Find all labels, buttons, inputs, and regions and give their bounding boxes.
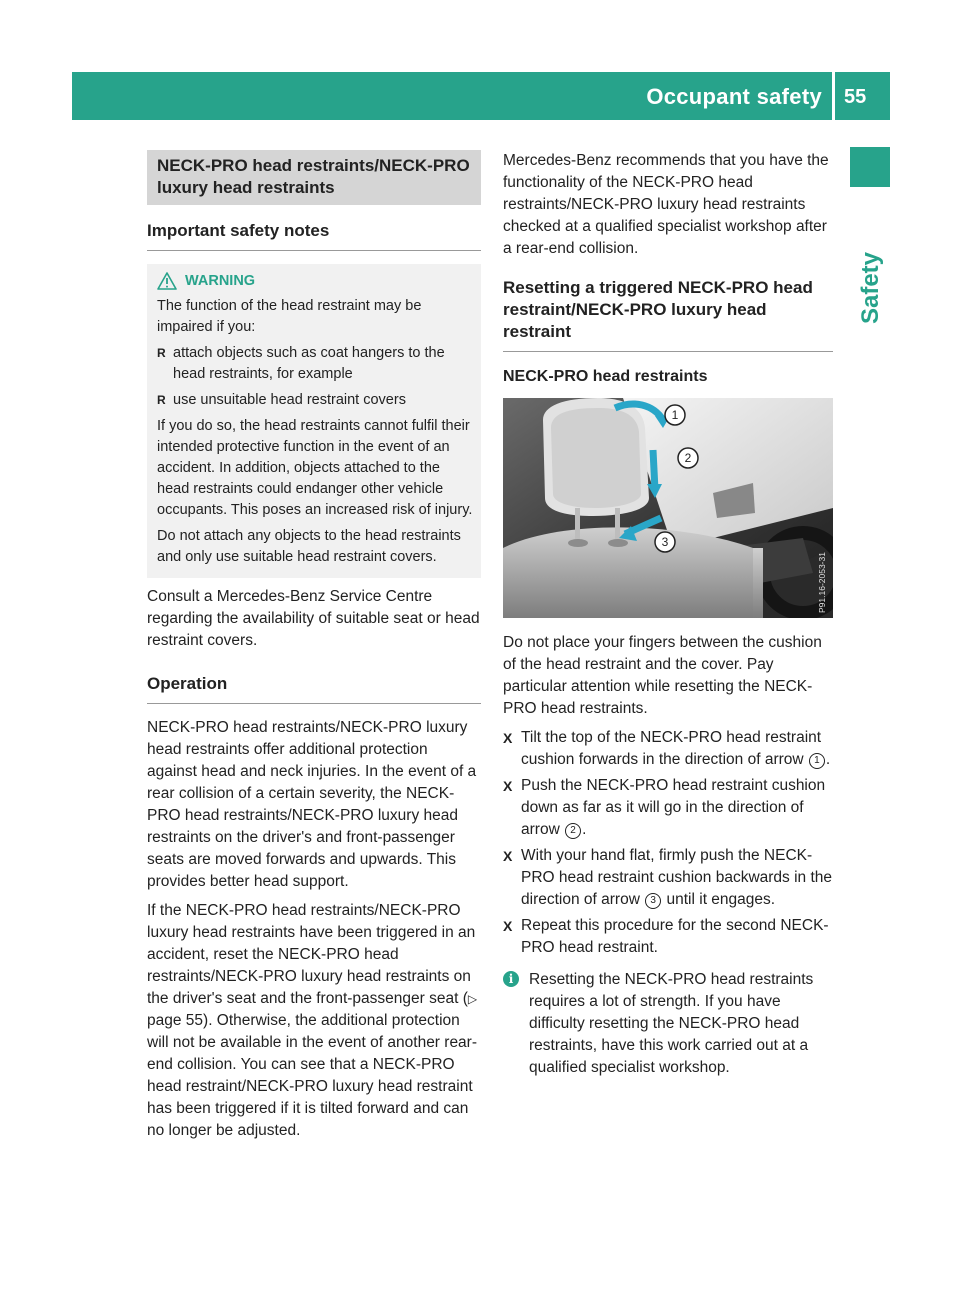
callout-1: 1 <box>671 408 679 422</box>
page-number: 55 <box>844 86 867 108</box>
list-item: X Repeat this procedure for the second NECK-PRO head restraint. <box>503 917 829 956</box>
subsection-heading: NECK-PRO head restraints <box>503 368 708 385</box>
warning-title: WARNING <box>185 273 256 289</box>
warning-header <box>157 272 473 290</box>
arrow-2-icon: 2 <box>565 823 581 839</box>
reset-steps <box>503 727 833 959</box>
list-item: X Push the NECK-PRO head restraint cushion down as far as it will go in the direction of arrow 2 . <box>503 777 826 838</box>
right-column <box>503 150 833 1086</box>
operation-paragraph: NECK-PRO head restraints/NECK-PRO luxury head restraints offer additional protection against head and neck injuries. In the event of a rear collision of a certain severity, the NECK-PRO head restraints/NECK-PRO luxury head restraints on the driver's and front-passenger seats are moved forwards and upwards. This provides better head support. <box>147 719 477 890</box>
callout-3: 3 <box>661 535 669 549</box>
arrow-1-icon: 1 <box>809 753 825 769</box>
warning-paragraph: If you do so, the head restraints cannot fulfil their intended protective function in the event of an accident. In addition, objects attached to the head restraints could endanger other vehicle occupants. This poses an increased risk of injury. <box>157 418 473 518</box>
list-item: R attach objects such as coat hangers to the head restraints, for example <box>157 343 473 385</box>
warning-bullets <box>157 343 473 411</box>
arrow-3-icon: 3 <box>645 893 661 909</box>
image-code: P91.16-2053-31 <box>817 552 827 613</box>
warning-triangle-icon <box>157 272 177 290</box>
caution-paragraph: Do not place your fingers between the cushion of the head restraint and the cover. Pay particular attention while resetting the NECK-PRO head restraints. <box>503 634 822 717</box>
intro-paragraph: Mercedes-Benz recommends that you have the functionality of the NECK-PRO head restraints/NECK-PRO luxury head restraints checked at a qualified specialist workshop after a rear-end collision. <box>503 152 829 257</box>
warning-intro: The function of the head restraint may be impaired if you: <box>157 298 422 335</box>
page-reference-icon[interactable]: ▷ <box>467 992 478 1006</box>
side-tab-marker <box>850 147 890 187</box>
list-item: X With your hand flat, firmly push the NECK-PRO head restraint cushion backwards in the direction of arrow 3 until it engages. <box>503 847 833 908</box>
head-restraint-photo <box>503 398 833 618</box>
section-heading: NECK-PRO head restraints/NECK-PRO luxury head restraints <box>147 150 481 205</box>
consult-paragraph: Consult a Mercedes-Benz Service Centre regarding the availability of suitable seat or head restraint covers. <box>147 588 480 649</box>
list-item: R use unsuitable head restraint covers <box>157 390 473 411</box>
warning-paragraph: Do not attach any objects to the head restraints and only use suitable head restraint covers. <box>157 528 461 565</box>
left-column <box>147 150 481 1149</box>
operation-heading: Operation <box>147 664 481 704</box>
page-title: Occupant safety <box>646 84 822 109</box>
info-paragraph: Resetting the NECK-PRO head restraints requires a lot of strength. If you have difficulty resetting the NECK-PRO head restraints, have this work carried out at a qualified specialist workshop. <box>529 971 814 1076</box>
operation-paragraph: If the NECK-PRO head restraints/NECK-PRO luxury head restraints have been triggered in an accident, reset the NECK-PRO head restraints/NECK-PRO luxury head restraints on the driver's seat and the front-passenger seat (▷ page 55). Otherwise, the additional protection will not be available in the event of another rear-end collision. You can see that a NECK-PRO head restraint/NECK-PRO luxury head restraint has been triggered if it is tilted forward and can no longer be adjusted. <box>147 902 478 1139</box>
header-separator <box>832 72 835 120</box>
list-item: X Tilt the top of the NECK-PRO head restraint cushion forwards in the direction of arrow 1 . <box>503 729 831 768</box>
info-icon: i <box>503 971 519 987</box>
important-notes-heading: Important safety notes <box>147 211 481 251</box>
callout-2: 2 <box>684 451 692 465</box>
warning-box <box>147 264 481 578</box>
info-note <box>503 969 833 1079</box>
reset-heading: Resetting a triggered NECK-PRO head restraint/NECK-PRO luxury head restraint <box>503 268 833 352</box>
side-tab-label: Safety <box>857 251 884 325</box>
